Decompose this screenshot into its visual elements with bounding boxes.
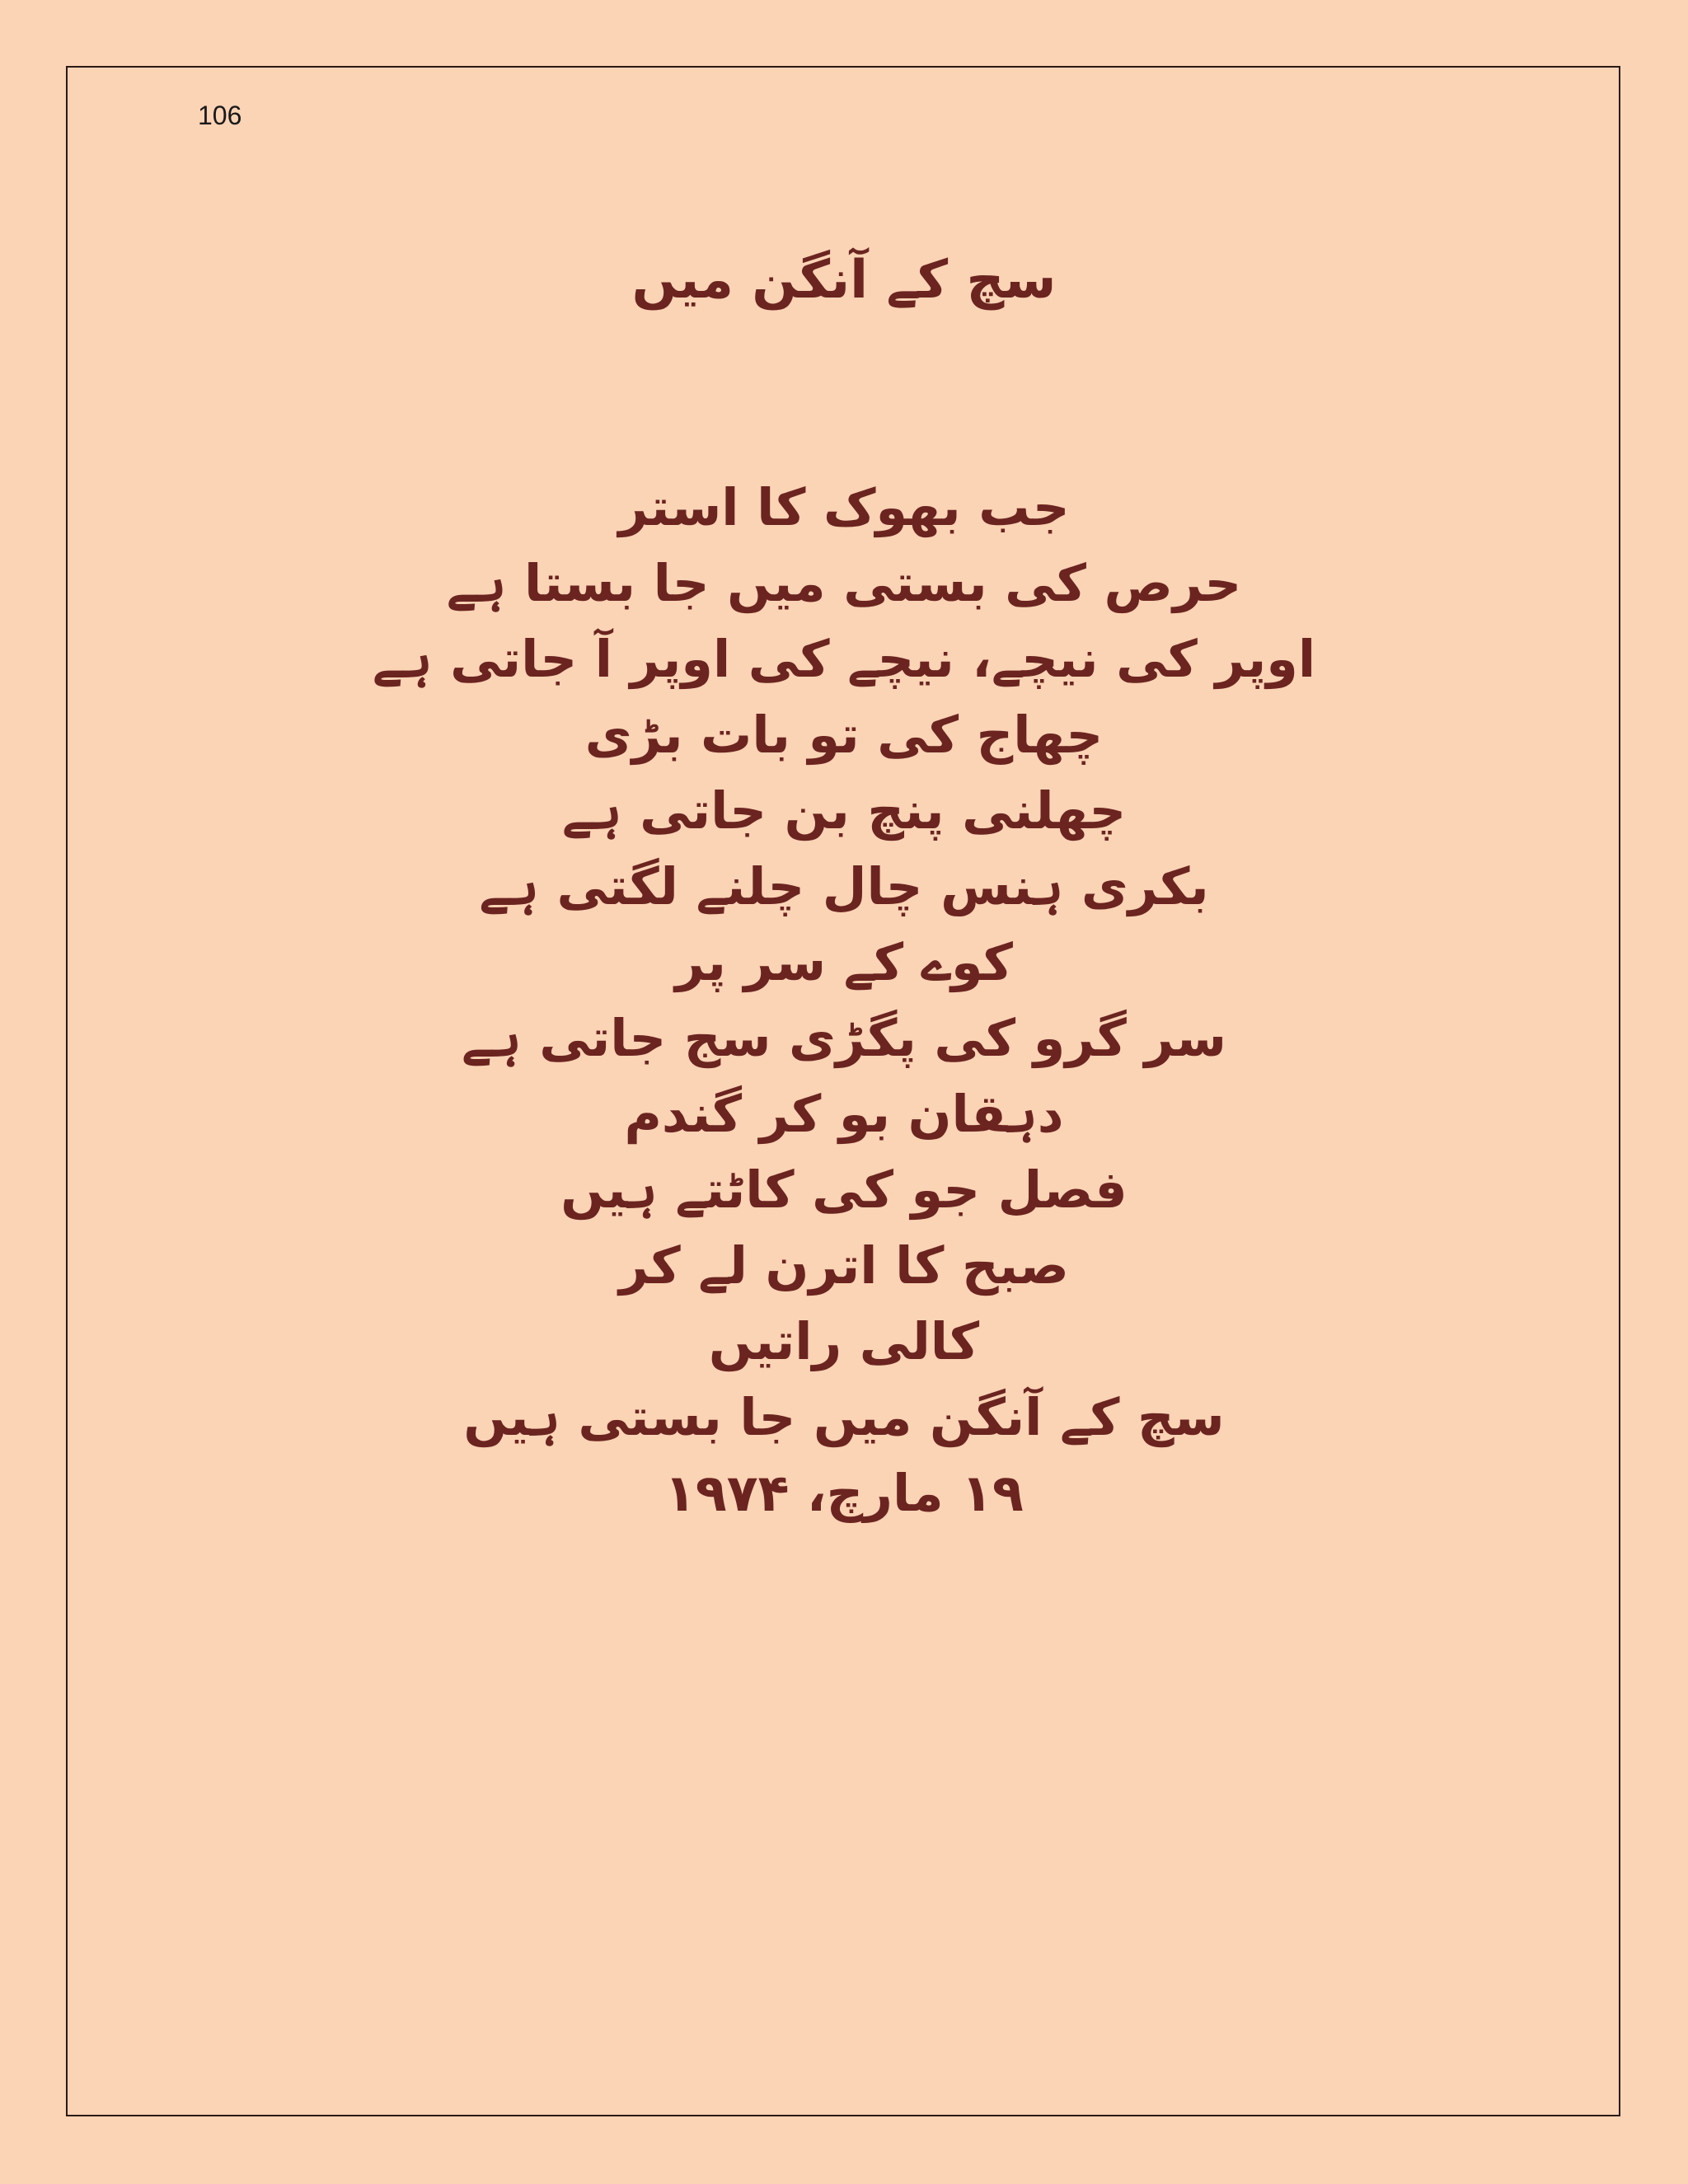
poem-line: بکری ہنس چال چلنے لگتی ہے (479, 856, 1209, 916)
poem-title: سچ کے آنگن میں (631, 250, 1057, 311)
poem-date: ۱۹ مارچ، ۱۹۷۴ (664, 1463, 1024, 1523)
poem-line: کالی راتیں (708, 1311, 980, 1371)
poem-line: کوے کے سر پر (675, 932, 1013, 992)
poem-line: صبح کا اترن لے کر (619, 1235, 1069, 1296)
poem-line: جب بھوک کا استر (618, 477, 1070, 537)
poem-line: سچ کے آنگن میں جا بستی ہیں (463, 1387, 1225, 1447)
poem-line: چھلنی پنچ بن جاتی ہے (561, 780, 1127, 841)
poem-line: دہقان بو کر گندم (624, 1084, 1064, 1144)
poem-line: سر گرو کی پگڑی سج جاتی ہے (461, 1008, 1226, 1068)
poem-line: چھاج کی تو بات بڑی (584, 705, 1104, 765)
poem-line: اوپر کی نیچے، نیچے کی اوپر آ جاتی ہے (372, 629, 1316, 689)
poem-body (0, 470, 1688, 1531)
page-number: 106 (198, 101, 242, 130)
poem-line: حرص کی بستی میں جا بستا ہے (446, 553, 1242, 613)
poem-line: فصل جو کی کاٹتے ہیں (560, 1160, 1128, 1220)
